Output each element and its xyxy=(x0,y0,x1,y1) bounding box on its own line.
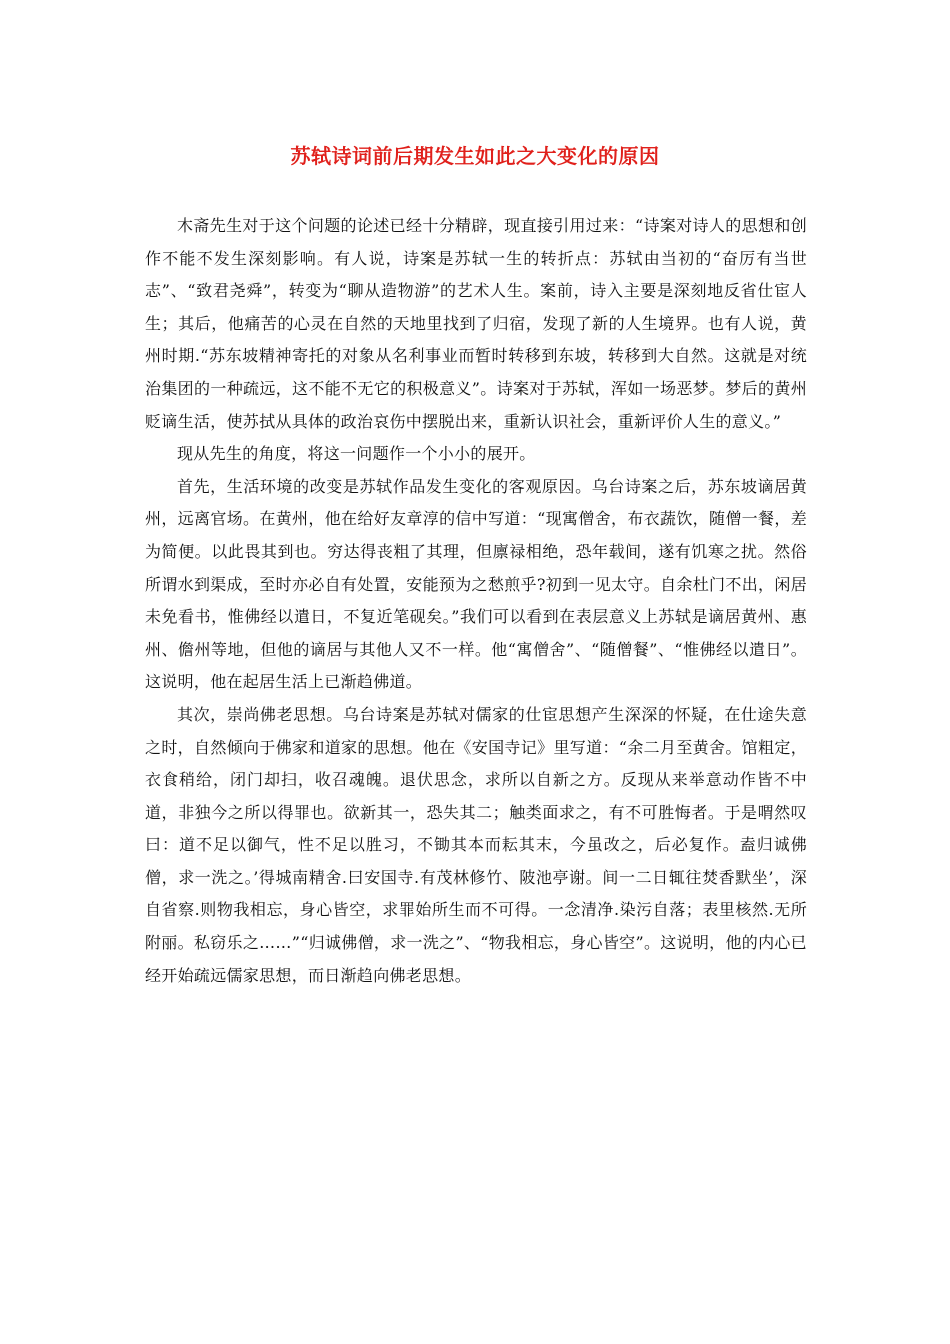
paragraph-quote: 木斋先生对于这个问题的论述已经十分精辟，现直接引用过来：“诗案对诗人的思想和创作不能不发生深刻影响。有人说，诗案是苏轼一生的转折点：苏轼由当初的“奋厉有当世志”、“致君尧舜”，转变为“聊从造物游”的艺术人生。案前，诗入主要是深刻地反省仕宦人生；其后，他痛苦的心灵在自然的天地里找到了归宿，发现了新的人生境界。也有人说，黄州时期.“苏东坡精神寄托的对象从名利事业而暂时转移到东坡，转移到大自然。这就是对统治集团的一种疏远，这不能不无它的积极意义”。诗案对于苏轼，浑如一场恶梦。梦后的黄州贬谪生活，使苏拭从具体的政治哀伤中摆脱出来，重新认识社会，重新评价人生的意义。” xyxy=(145,216,807,431)
paragraph-second-reason: 其次，崇尚佛老思想。乌台诗案是苏轼对儒家的仕宦思想产生深深的怀疑，在仕途失意之时，自然倾向于佛家和道家的思想。他在《安国寺记》里写道：“余二月至黄舍。馆粗定，衣食稍给，闭门却扫，收召魂魄。退伏思念，求所以自新之方。反现从来举意动作皆不中道，非独今之所以得罪也。欲新其一，恐失其二；触类面求之，有不可胜悔者。于是喟然叹曰：道不足以御气，性不足以胜习，不锄其本而耘其末，今虽改之，后必复作。盍归诚佛僧，求一洗之。’得城南精舍.曰安国寺.有茂林修竹、陂池亭谢。间一二日辄往焚香默坐’，深自省察.则物我相忘，身心皆空，求罪始所生而不可得。一念清净.染污自落；表里核然.无所附丽。私窃乐之……”“归诚佛僧，求一洗之”、“物我相忘，身心皆空”。这说明，他的内心已经开始疏远儒家思想，而日渐趋向佛老思想。 xyxy=(145,704,807,985)
document-title: 苏轼诗词前后期发生如此之大变化的原因 xyxy=(290,144,660,168)
paragraph-first-reason: 首先，生活环境的改变是苏轼作品发生变化的客观原因。乌台诗案之后，苏东坡谪居黄州，远离官场。在黄州，他在给好友章淳的信中写道：“现寓僧舍，布衣蔬饮，随僧一餐，差为简便。以此畏其到也。穷达得丧粗了其理，但廪禄相绝，恐年载间，遂有饥寒之扰。然俗所谓水到渠成，至时亦必自有处置，安能预为之愁煎乎?初到一见太守。自余杜门不出，闲居未免看书，惟佛经以遣日，不复近笔砚矣。”我们可以看到在表层意义上苏轼是谪居黄州、惠州、儋州等地，但他的谪居与其他人又不一样。他“寓僧舍”、“随僧餐”、“惟佛经以遣日”。这说明，他在起居生活上已渐趋佛道。 xyxy=(145,476,807,692)
paragraph-intro: 现从先生的角度，将这一问题作一个小小的展开。 xyxy=(177,444,536,464)
document-body xyxy=(145,210,807,992)
